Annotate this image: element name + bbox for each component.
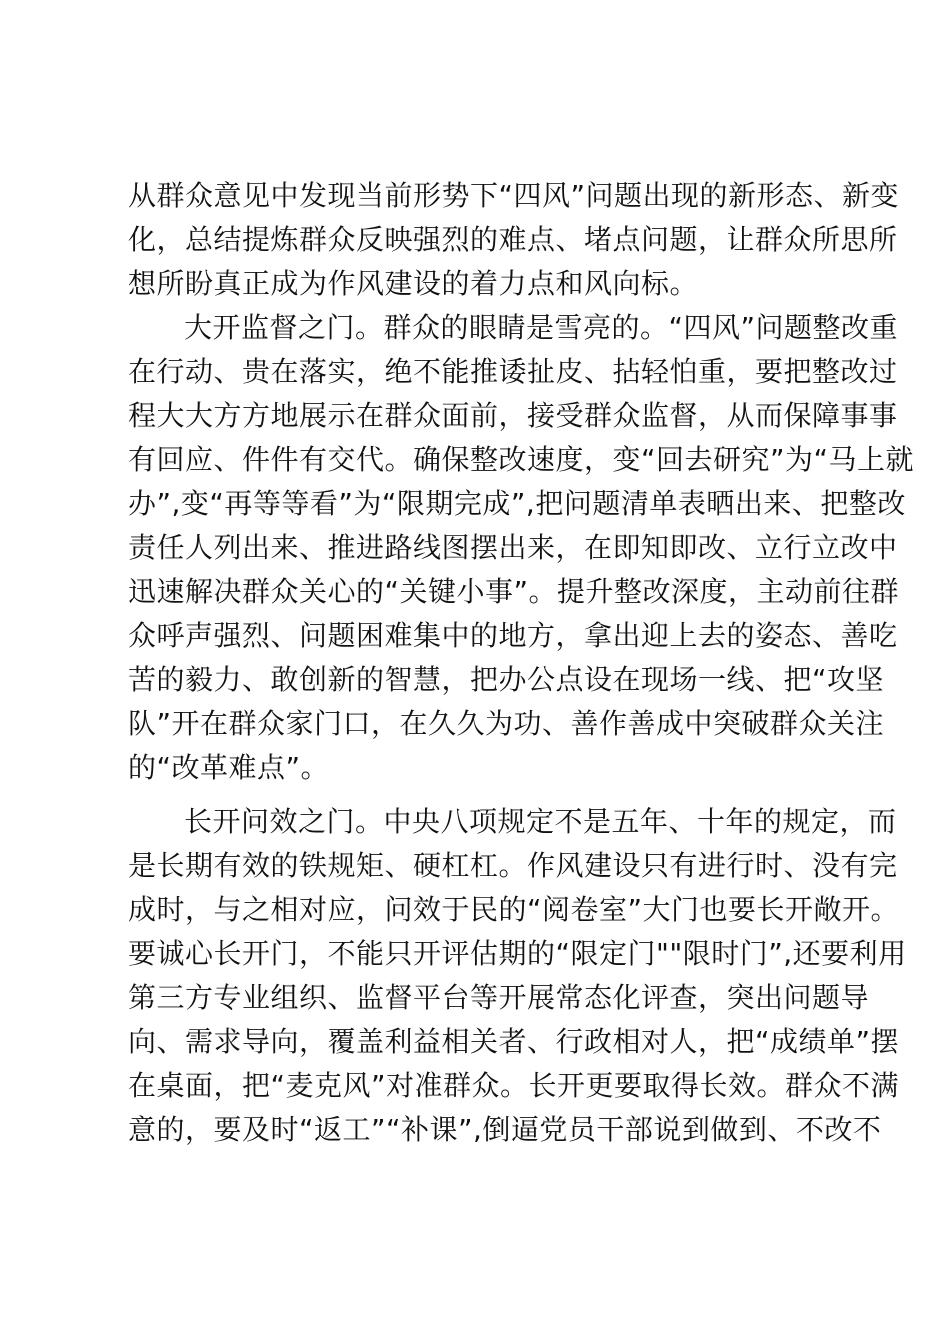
paragraph-3-line-1: 长开问效之门。中央八项规定不是五年、十年的规定，而 [184, 805, 897, 838]
paragraph-3-line-4: 要诚心长开门，不能只开评估期的“限定门""限时门”,还要利用 [128, 937, 907, 970]
paragraph-3-line-7: 在桌面，把“麦克风”对准群众。长开更要取得长效。群众不满 [128, 1069, 900, 1102]
paragraph-3-line-5: 第三方专业组织、监督平台等开展常态化评查，突出问题导 [128, 981, 870, 1014]
paragraph-2-line-4: 有回应、件件有交代。确保整改速度，变“回去研究”为“马上就 [128, 443, 915, 476]
paragraph-1-line-2: 化，总结提炼群众反映强烈的难点、堵点问题，让群众所思所 [128, 223, 898, 256]
paragraph-1-line-1: 从群众意见中发现当前形势下“四风”问题出现的新形态、新变 [128, 179, 900, 212]
paragraph-2-line-6: 责任人列出来、推进路线图摆出来，在即知即改、立行立改中 [128, 531, 898, 564]
paragraph-3-line-2: 是长期有效的铁规矩、硬杠杠。作风建设只有进行时、没有完 [128, 849, 898, 882]
paragraph-3-line-3: 成时，与之相对应，问效于民的“阅卷室”大门也要长开敞开。 [128, 893, 900, 926]
paragraph-2-line-1: 大开监督之门。群众的眼睛是雪亮的。“四风”问题整改重 [184, 311, 899, 344]
paragraph-2-line-11: 的“改革难点”。 [128, 751, 330, 784]
paragraph-2-line-2: 在行动、贵在落实，绝不能推诿扯皮、拈轻怕重，要把整改过 [128, 355, 898, 388]
paragraph-2-line-10: 队”开在群众家门口，在久久为功、善作善成中突破群众关注 [128, 707, 885, 740]
paragraph-3-line-6: 向、需求导向，覆盖利益相关者、行政相对人，把“成绩单”摆 [128, 1025, 900, 1058]
paragraph-1-line-3: 想所盼真正成为作风建设的着力点和风向标。 [128, 267, 699, 300]
paragraph-2-line-5: 办”,变“再等等看”为“限期完成”,把问题清单表晒出来、把整改 [128, 487, 906, 520]
paragraph-2-line-9: 苦的毅力、敢创新的智慧，把办公点设在现场一线、把“攻坚 [128, 663, 885, 696]
paragraph-3-line-8: 意的，要及时“返工”“补课”,倒逼党员干部说到做到、不改不 [128, 1113, 882, 1146]
paragraph-2-line-3: 程大大方方地展示在群众面前，接受群众监督，从而保障事事 [128, 399, 898, 432]
paragraph-2-line-8: 众呼声强烈、问题困难集中的地方，拿出迎上去的姿态、善吃 [128, 619, 898, 652]
paragraph-2-line-7: 迅速解决群众关心的“关键小事”。提升整改深度，主动前往群 [128, 575, 900, 608]
